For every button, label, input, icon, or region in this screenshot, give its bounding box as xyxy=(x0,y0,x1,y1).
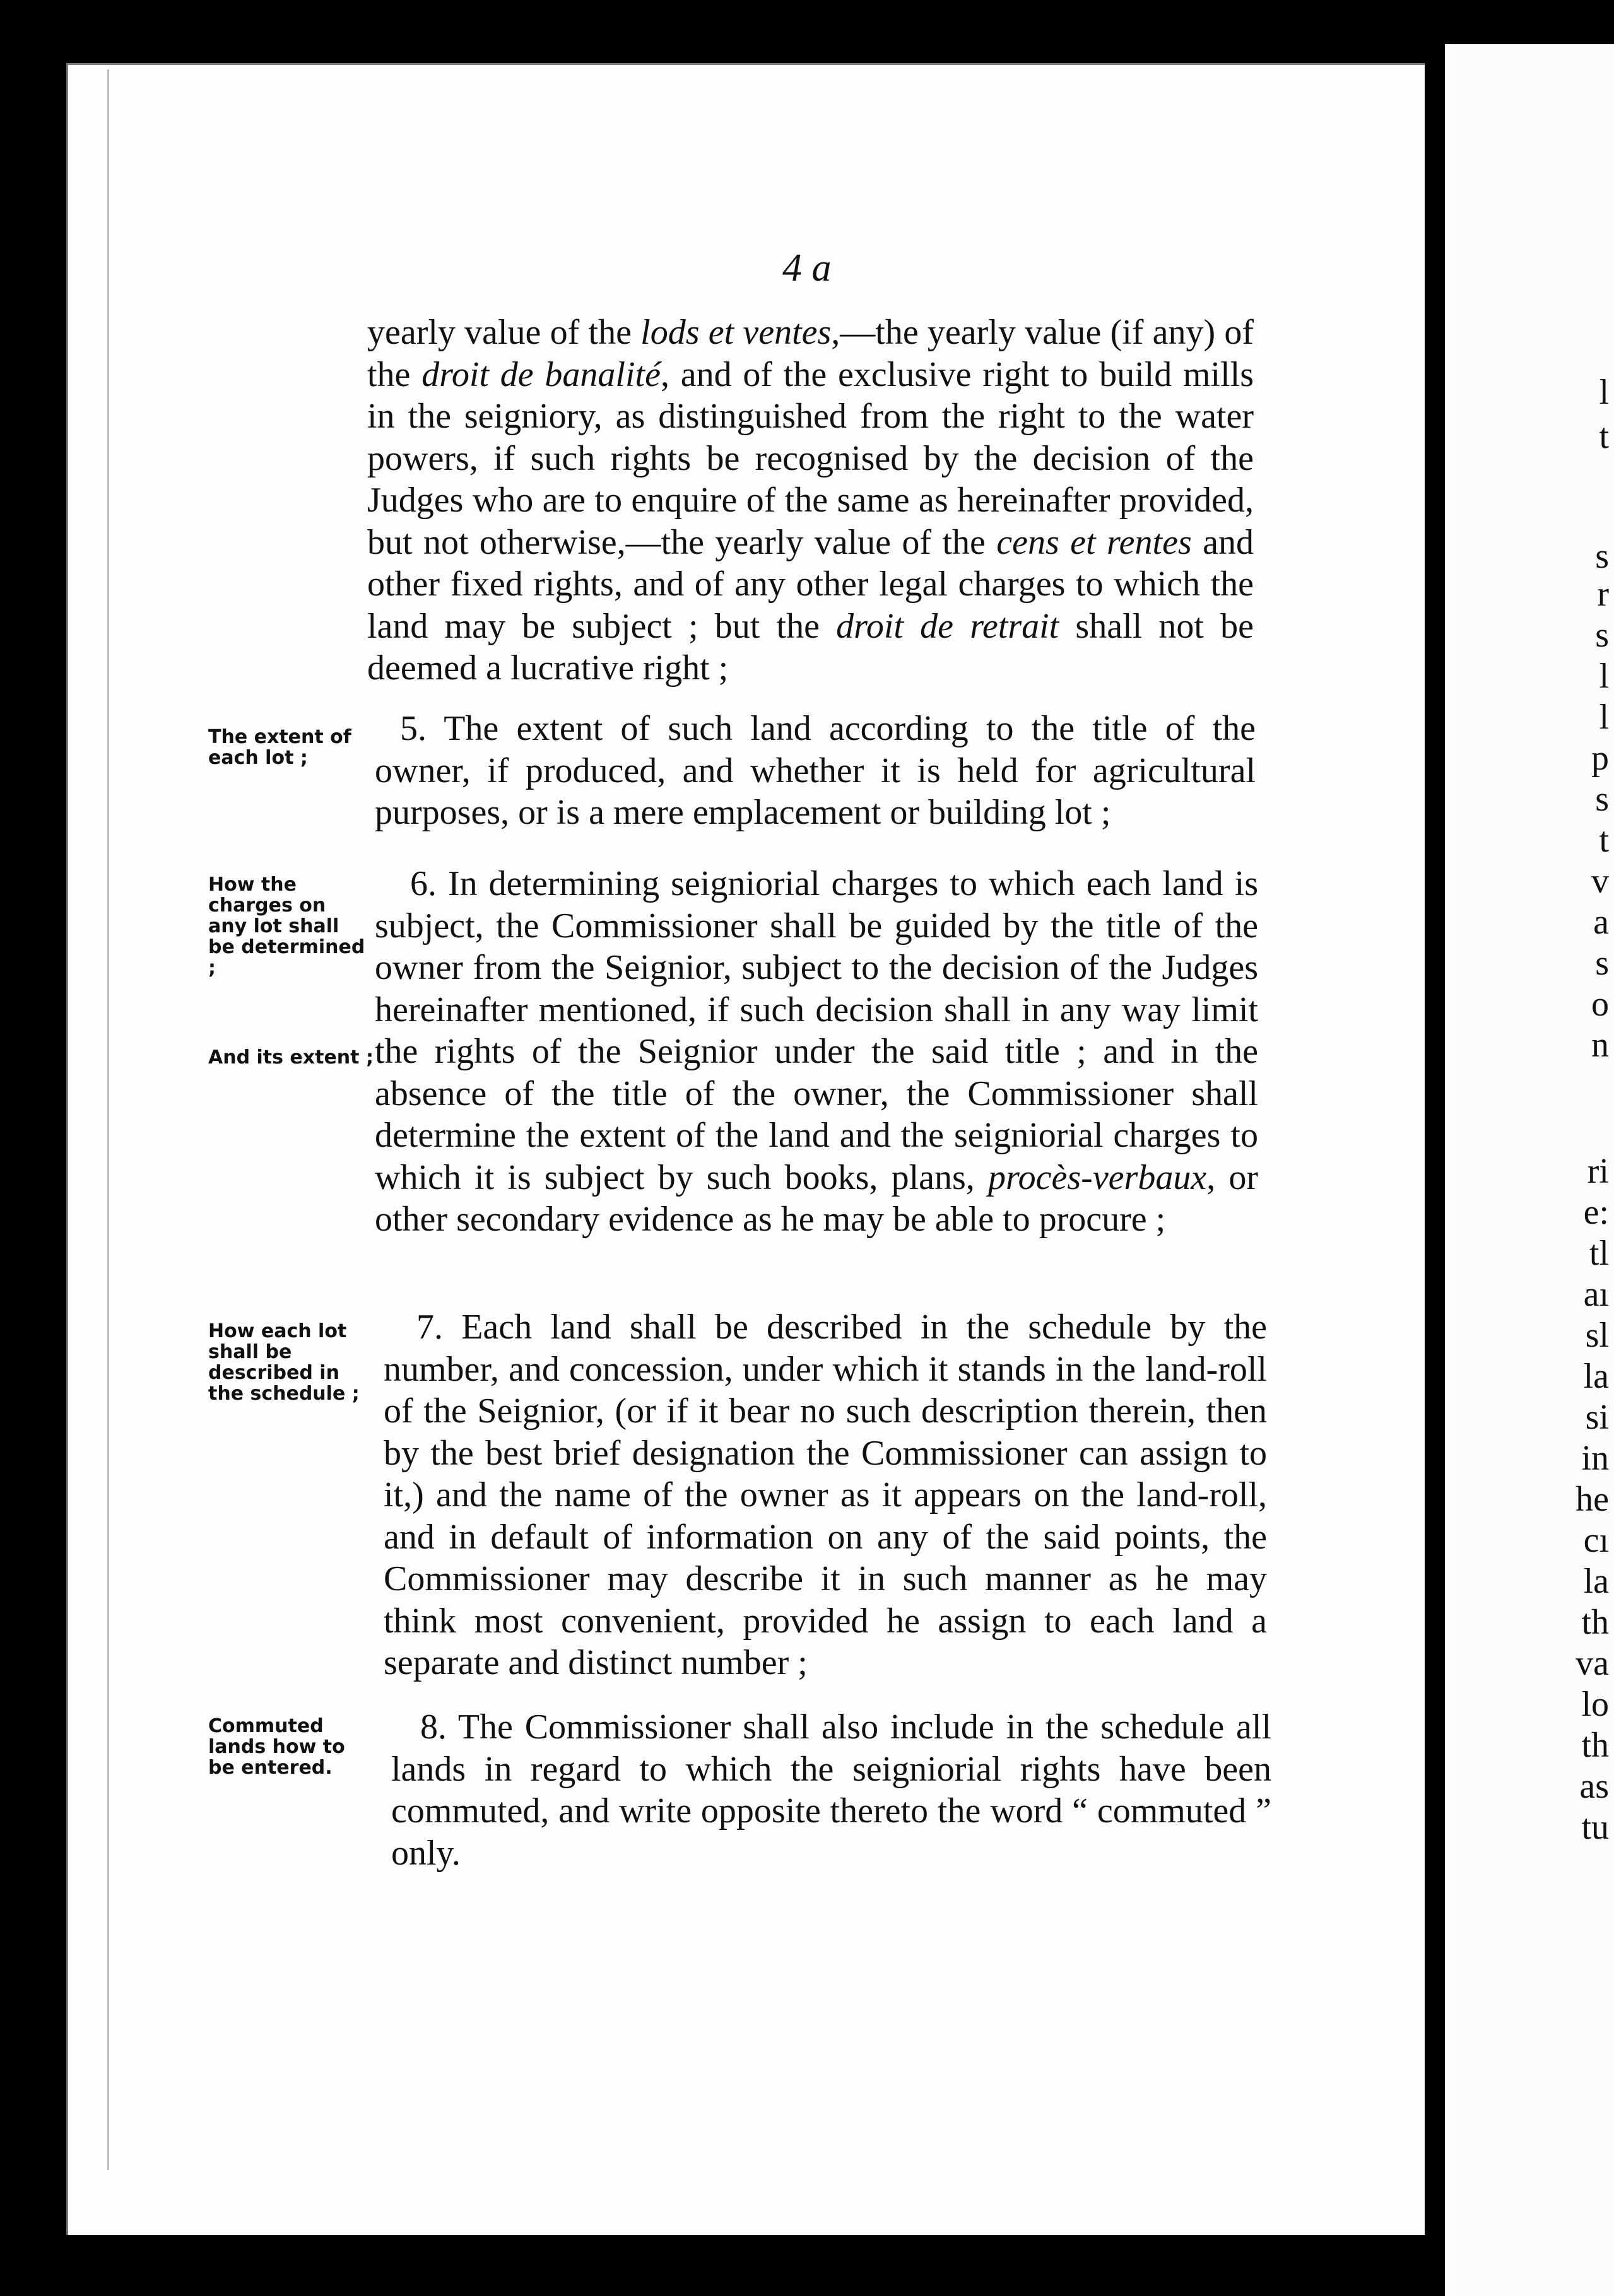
italic-term: procès-verbaux xyxy=(987,1157,1207,1197)
adjacent-fragment: sl xyxy=(1585,1316,1609,1355)
adjacent-fragment: e: xyxy=(1583,1193,1609,1232)
italic-term: cens et rentes xyxy=(996,522,1192,562)
section-5: 5. The extent of such land according to the title of the owner, if produced, and whether it is held for agricultural purposes, or is a mere emplacement or building lot ; xyxy=(375,709,1256,832)
margin-note-charges: How the charges on any lot shall be determined ; xyxy=(208,874,365,979)
text-run: yearly value of the xyxy=(367,313,641,352)
adjacent-fragment: r xyxy=(1597,575,1609,614)
adjacent-fragment: he xyxy=(1576,1480,1609,1519)
adjacent-fragment: n xyxy=(1591,1026,1609,1065)
section-6 xyxy=(375,863,1258,1241)
adjacent-fragment: l xyxy=(1599,657,1609,696)
adjacent-fragment: tl xyxy=(1589,1234,1609,1273)
adjacent-fragment: as xyxy=(1579,1767,1609,1806)
adjacent-fragment: t xyxy=(1599,417,1609,456)
adjacent-fragment: in xyxy=(1581,1439,1609,1478)
adjacent-fragment: p xyxy=(1591,739,1609,778)
adjacent-fragment: la xyxy=(1583,1357,1609,1396)
adjacent-fragment: l xyxy=(1599,373,1609,412)
adjacent-fragment: s xyxy=(1595,944,1609,983)
adjacent-fragment: va xyxy=(1576,1644,1609,1683)
adjacent-fragment: tu xyxy=(1581,1808,1609,1847)
adjacent-fragment: s xyxy=(1595,616,1609,655)
continuation-paragraph xyxy=(367,312,1254,689)
margin-note-and-its-extent: And its extent ; xyxy=(208,1046,374,1069)
page-gutter-line xyxy=(107,69,109,2170)
text-run: , or other secondary evidence as he may be able to procure ; xyxy=(375,1157,1259,1239)
adjacent-fragment: s xyxy=(1595,537,1609,576)
adjacent-fragment: o xyxy=(1591,985,1609,1024)
section-8: 8. The Commissioner shall also include in the schedule all lands in regard to which the seigniorial rights have been commuted, and write opposite thereto the word “ commuted ” only. xyxy=(391,1707,1271,1873)
text-run: ,—the yearly value (if any) of the xyxy=(367,313,1254,394)
adjacent-fragment: th xyxy=(1581,1726,1609,1765)
margin-note-commuted: Commuted lands how to be entered. xyxy=(208,1715,345,1779)
italic-term: droit de banalité xyxy=(421,354,661,394)
section-7: 7. Each land shall be described in the schedule by the number, and concession, under which it stands in the land-roll of the Seignior, (or if it bear no such description therein, then by the best brief designation the Commissioner can assign to it,) and the name of the owner as it appears on the land-roll, and in default of information on any of the said points, the Commissioner may describe it in such manner as he may think most convenient, provided he assign to each land a separate and distinct number ; xyxy=(384,1308,1267,1682)
italic-term: droit de retrait xyxy=(836,606,1059,646)
adjacent-fragment: cı xyxy=(1583,1521,1609,1560)
adjacent-fragment: lo xyxy=(1581,1685,1609,1724)
italic-term: lods et ventes xyxy=(640,313,832,352)
adjacent-fragment: v xyxy=(1591,862,1609,901)
text-run: and other fixed rights, and of any other legal charges to which the land may be subject ; but the xyxy=(367,522,1254,646)
adjacent-fragment: ri xyxy=(1587,1152,1609,1191)
margin-note-extent: The extent of each lot ; xyxy=(208,726,351,769)
adjacent-fragment: l xyxy=(1599,698,1609,737)
adjacent-page xyxy=(1445,44,1614,2296)
adjacent-fragment: la xyxy=(1583,1562,1609,1601)
adjacent-fragment: s xyxy=(1595,780,1609,819)
margin-note-description: How each lot shall be described in the schedule ; xyxy=(208,1320,360,1405)
page-number: 4 a xyxy=(782,247,832,290)
text-run: , and of the exclusive right to build mills in the seigniory, as distinguished from the right to the water powers, if such rights be recognised by the decision of the Judges who are to enquire of the same as hereinafter provided, but not otherwise,—the yearly value of the xyxy=(367,354,1254,562)
adjacent-fragment: a xyxy=(1593,903,1609,942)
adjacent-fragment: th xyxy=(1581,1603,1609,1642)
text-run: 6. In determining seigniorial charges to which each land is subject, the Commissioner shall be guided by the title of the owner from the Seignior, subject to the decision of the Judges hereinafter mentioned, if such decision shall in any way limit the rights of the Seignior under the said title ; and in the absence of the title of the owner, the Commissioner shall determine the extent of the land and the seigniorial charges to which it is subject by such books, plans, xyxy=(375,864,1258,1197)
adjacent-fragment: si xyxy=(1585,1398,1609,1437)
adjacent-fragment: aı xyxy=(1583,1275,1609,1314)
text-run: shall not be deemed a lucrative right ; xyxy=(367,606,1254,688)
adjacent-fragment: t xyxy=(1599,821,1609,860)
